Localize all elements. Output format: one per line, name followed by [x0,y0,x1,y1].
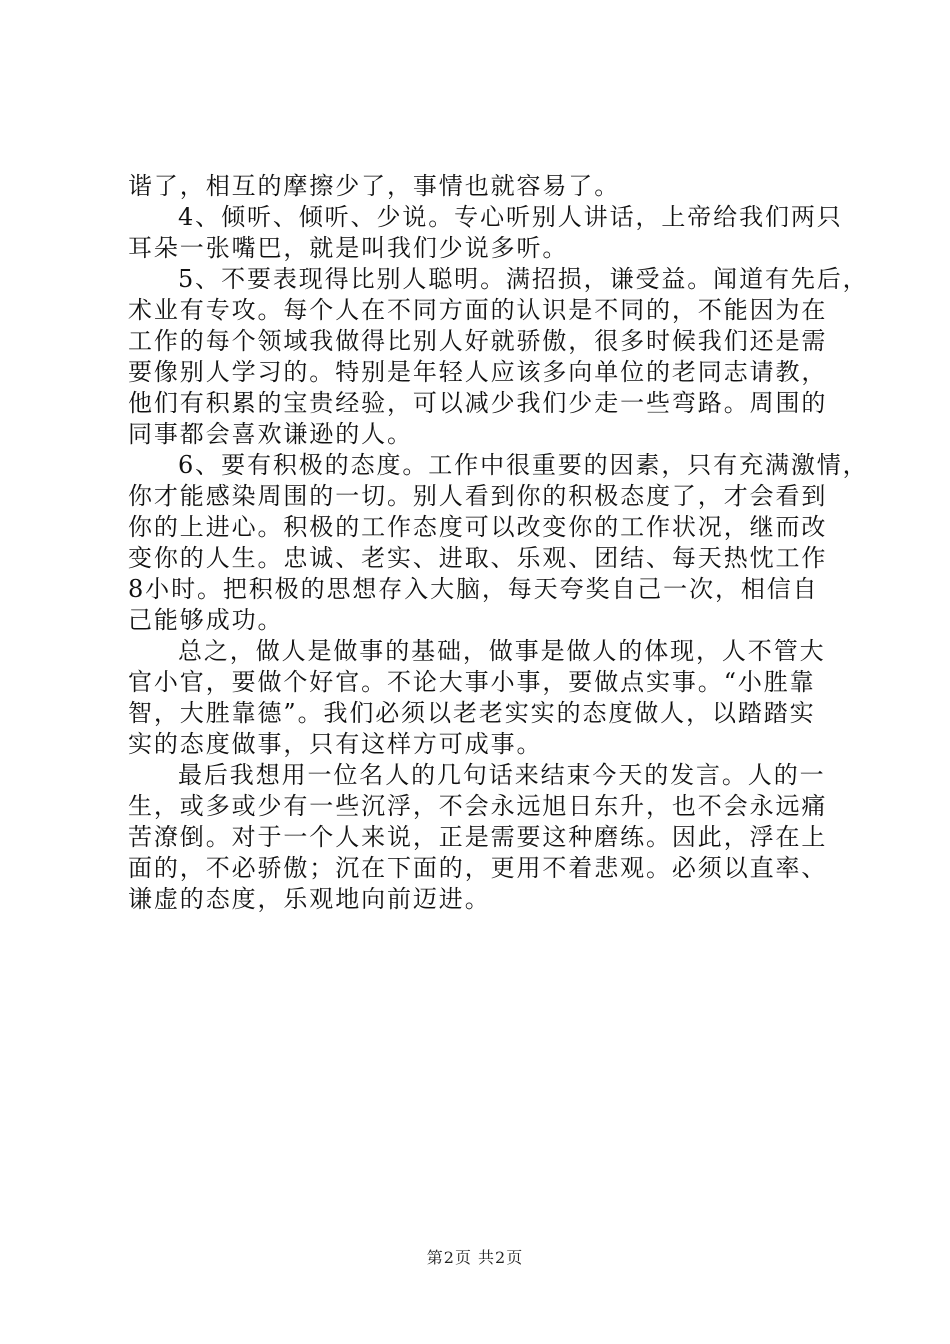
text-line: 你才能感染周围的一切。别人看到你的积极态度了，才会看到 [128,482,828,510]
text-line: 6、要有积极的态度。工作中很重要的因素，只有充满激情， [178,451,869,479]
text-line: 实的态度做事，只有这样方可成事。 [128,730,543,758]
text-line: 总之，做人是做事的基础，做事是做人的体现，人不管大 [178,637,826,665]
text-line: 己能够成功。 [128,606,284,634]
text-line: 谐了，相互的摩擦少了，事情也就容易了。 [128,172,621,200]
text-line: 要像别人学习的。特别是年轻人应该多向单位的老同志请教， [128,358,828,386]
text-line: 同事都会喜欢谦逊的人。 [128,420,413,448]
text-line: 工作的每个领域我做得比别人好就骄傲，很多时候我们还是需 [128,327,828,355]
text-line: 生，或多或少有一些沉浮，不会永远旭日东升，也不会永远痛 [128,792,828,820]
text-line: 苦潦倒。对于一个人来说，正是需要这种磨练。因此，浮在上 [128,823,828,851]
text-line: 面的，不必骄傲；沉在下面的，更用不着悲观。必须以直率、 [128,854,828,882]
page-footer: 第2页 共2页 [426,1248,524,1267]
document-body [128,171,869,915]
text-line: 5、不要表现得比别人聪明。满招损，谦受益。闻道有先后， [178,265,869,293]
text-line: 谦虚的态度，乐观地向前迈进。 [128,885,491,913]
text-line: 耳朵一张嘴巴，就是叫我们少说多听。 [128,234,569,262]
text-line: 官小官，要做个好官。不论大事小事，要做点实事。“小胜靠 [128,668,816,696]
text-line: 术业有专攻。每个人在不同方面的认识是不同的，不能因为在 [128,296,828,324]
text-line: 他们有积累的宝贵经验，可以减少我们少走一些弯路。周围的 [128,389,828,417]
text-line: 8小时。把积极的思想存入大脑，每天夸奖自己一次，相信自 [128,575,819,603]
text-line: 智，大胜靠德”。我们必须以老老实实的态度做人，以踏踏实 [128,699,816,727]
text-line: 变你的人生。忠诚、老实、进取、乐观、团结、每天热忱工作 [128,544,828,572]
text-line: 最后我想用一位名人的几句话来结束今天的发言。人的一 [178,761,826,789]
text-line: 4、倾听、倾听、少说。专心听别人讲话，上帝给我们两只 [178,203,843,231]
text-line: 你的上进心。积极的工作态度可以改变你的工作状况，继而改 [128,513,828,541]
